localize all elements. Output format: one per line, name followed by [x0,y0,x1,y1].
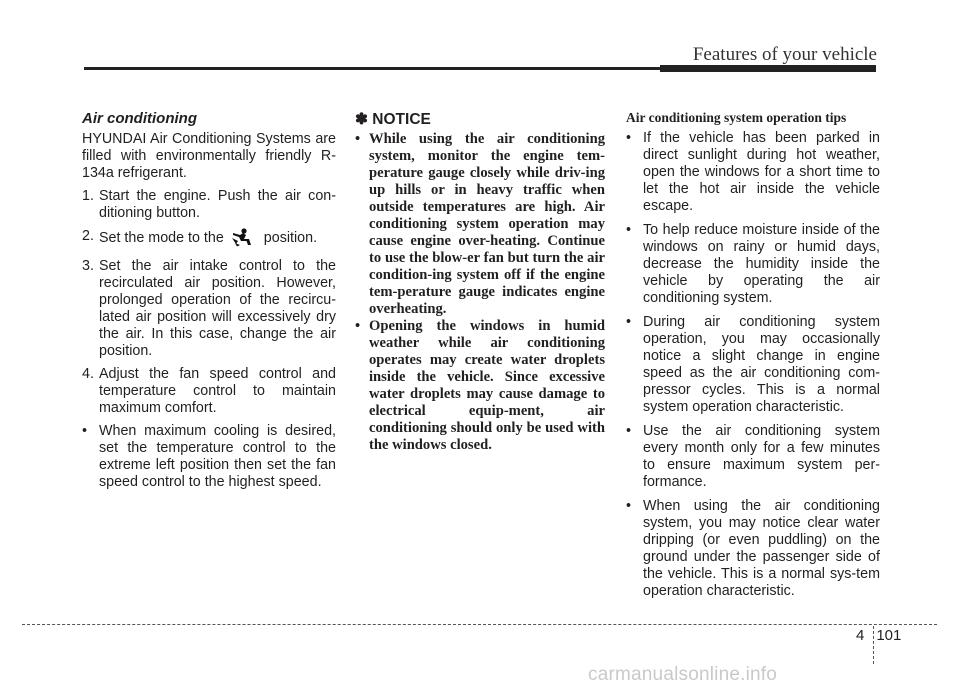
step-text: Start the engine. Push the air con-ditioning button. [99,188,336,221]
notice-item [355,318,605,454]
floor-vent-icon [230,228,256,252]
section-number: 4 [856,627,865,644]
tip-item [626,423,880,491]
tip-item [626,314,880,416]
page-number-value: 101 [876,627,902,644]
bullet-marker: • [626,130,632,146]
tip-item [626,130,880,215]
tips-title: Air conditioning system operation tips [626,110,847,125]
step-item [82,188,336,222]
step-item [82,228,336,252]
notice-text: While using the air conditioning system, monitor the engine tem-perature gauge closely while driv-ing up hills or in heavy traffic when outside temperatures are high. Air conditioning system operation may cause engine over-heating. Continue to use the blow-er fan but turn the air condition-ing system off if the engine tem-perature gauge indicates engine overheating. [369,131,605,317]
step-number: 1. [82,188,94,204]
step-number: 2. [82,228,94,244]
tip-text: During air conditioning system operation, you may occasionally notice a slight change in engine speed as the air conditioning com-pressor cycles. This is a normal system operation characteristic. [643,314,880,415]
intro-paragraph: HYUNDAI Air Conditioning Systems are filled with environmentally friendly R-134a refrigerant. [82,131,336,181]
step-text-before: Set the mode to the [99,230,224,246]
bullet-text: When maximum cooling is desired, set the temperature control to the extreme left position then set the fan speed control to the highest speed. [99,423,336,490]
notice-text: Opening the windows in humid weather while air conditioning operates may create water droplets inside the vehicle. Since excessive water droplets may cause damage to electrical equip-ment, air conditioning should only be used with the windows closed. [369,318,605,453]
tip-text: When using the air conditioning system, you may notice clear water dripping (or even puddling) on the ground under the passenger side of the vehicle. This is a normal sys-tem operation characteristic. [643,498,880,599]
bullet-item [82,423,336,491]
step-number: 3. [82,258,94,274]
bullet-marker: • [626,314,632,330]
footer-divider [22,624,937,625]
tip-text: Use the air conditioning system every month only for a few minutes to ensure maximum system per-formance. [643,423,880,490]
bullet-marker: • [355,131,361,147]
bullet-marker: • [626,222,632,238]
tip-item [626,498,880,600]
watermark: carmanualsonline.info [588,664,778,685]
section-title: Air conditioning [82,110,197,127]
step-item [82,366,336,417]
header-rule [84,67,674,70]
tip-text: If the vehicle has been parked in direct sunlight during hot weather, open the windows for a short time to let the hot air inside the vehicle escape. [643,130,880,214]
column-air-conditioning [82,110,336,497]
column-operation-tips [626,110,880,607]
bullet-marker: • [82,423,88,439]
notice-title: ✽ NOTICE [355,111,431,128]
notice-item [355,131,605,318]
bullet-marker: • [626,423,632,439]
page-number [856,627,901,644]
step-text [99,228,336,252]
column-notice [355,110,605,454]
step-text: Adjust the fan speed control and temperature control to maintain maximum comfort. [99,366,336,416]
step-text-after: position. [263,230,318,246]
header-rule-accent [660,65,876,72]
step-text: Set the air intake control to the recirculated air position. However, prolonged operation of the recircu-lated air position will excessively dry the air. In this case, change the air position. [99,258,336,359]
bullet-marker: • [355,318,361,334]
step-item [82,258,336,360]
tip-item [626,222,880,307]
step-number: 4. [82,366,94,382]
header-title: Features of your vehicle [692,44,877,65]
tip-text: To help reduce moisture inside of the windows on rainy or humid days, decrease the humidity inside the vehicle by operating the air conditioning system. [643,222,880,306]
bullet-marker: • [626,498,632,514]
